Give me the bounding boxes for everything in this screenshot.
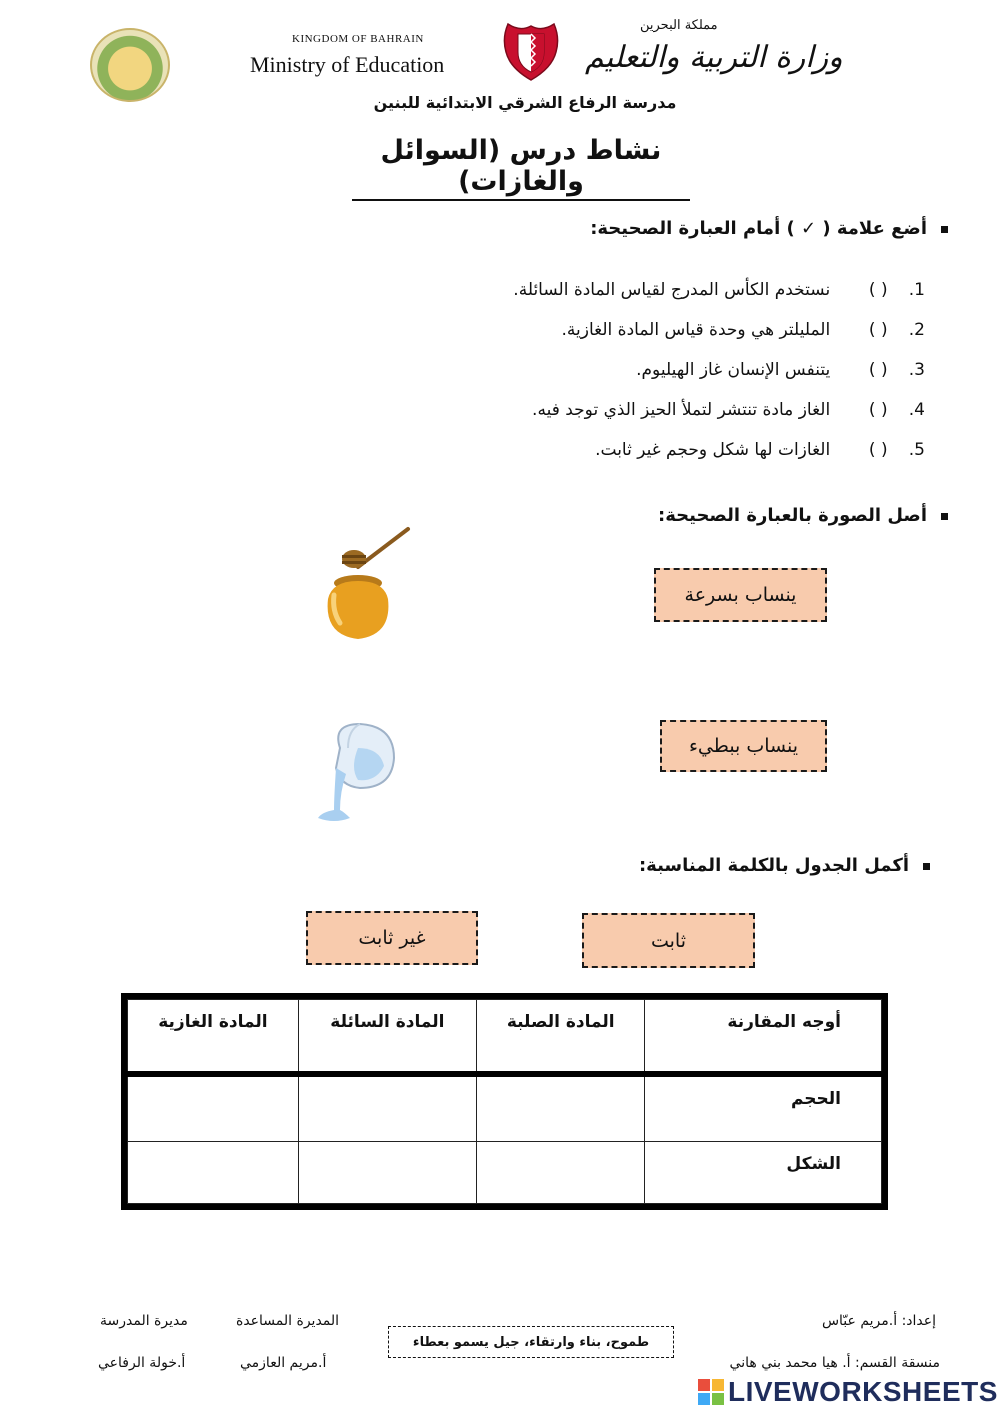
table-header: أوجه المقارنة xyxy=(645,1000,882,1075)
table-cell[interactable] xyxy=(298,1074,476,1141)
statement-1: 1. ( ) نستخدم الكأس المدرج لقياس المادة السائلة. xyxy=(513,280,925,300)
option-flows-slow[interactable]: ينساب ببطيء xyxy=(660,720,827,772)
principal-name: أ.خولة الرفاعي xyxy=(98,1355,186,1371)
section1-heading: أضع علامة ( ✓ ) أمام العبارة الصحيحة: xyxy=(590,218,948,239)
ministry-en-label: Ministry of Education xyxy=(250,52,445,77)
answer-paren[interactable]: ( ) xyxy=(868,280,888,300)
prepared-by: إعداد: أ.مريم عبّاس xyxy=(821,1313,936,1329)
answer-paren[interactable]: ( ) xyxy=(868,400,888,420)
department-coordinator: منسقة القسم: أ. هيا محمد بني هاني xyxy=(729,1355,940,1371)
statement-5: 5. ( ) الغازات لها شكل وحجم غير ثابت. xyxy=(595,440,925,460)
answer-paren[interactable]: ( ) xyxy=(868,440,888,460)
table-header: المادة الصلبة xyxy=(476,1000,644,1075)
answer-paren[interactable]: ( ) xyxy=(868,320,888,340)
option-flows-fast[interactable]: ينساب بسرعة xyxy=(654,568,827,622)
water-pitcher-icon[interactable] xyxy=(310,718,405,824)
ministry-ar-top-label: مملكة البحرين xyxy=(640,18,718,33)
table-cell[interactable] xyxy=(128,1074,299,1141)
table-cell[interactable] xyxy=(476,1141,644,1203)
statement-2: 2. ( ) المليلتر هي وحدة قياس المادة الغازية. xyxy=(561,320,925,340)
table-cell[interactable] xyxy=(476,1074,644,1141)
table-header: المادة الغازية xyxy=(128,1000,299,1075)
principal-title: مديرة المدرسة xyxy=(100,1313,188,1329)
school-motto: طموح، بناء وارتقاء، جيل يسمو بعطاء xyxy=(388,1326,674,1358)
school-seal-logo xyxy=(90,28,170,102)
page-title: نشاط درس (السوائل والغازات) xyxy=(352,135,690,201)
comparison-table xyxy=(121,993,888,1210)
bullet-icon xyxy=(941,226,948,233)
table-row xyxy=(128,1074,882,1141)
table-row xyxy=(128,1141,882,1203)
honey-jar-icon[interactable] xyxy=(318,525,413,645)
word-fixed[interactable]: ثابت xyxy=(582,913,755,968)
bullet-icon xyxy=(923,863,930,870)
bullet-icon xyxy=(941,513,948,520)
liveworksheets-icon xyxy=(698,1379,724,1405)
row-label: الحجم xyxy=(645,1074,882,1141)
ministry-ar-label: وزارة التربية والتعليم xyxy=(585,40,843,75)
answer-paren[interactable]: ( ) xyxy=(868,360,888,380)
word-not-fixed[interactable]: غير ثابت xyxy=(306,911,478,965)
row-label: الشكل xyxy=(645,1141,882,1203)
school-name: مدرسة الرفاع الشرقي الابتدائية للبنين xyxy=(373,93,677,112)
statement-4: 4. ( ) الغاز مادة تنتشر لتملأ الحيز الذي توجد فيه. xyxy=(532,400,925,420)
liveworksheets-brand: LIVEWORKSHEETS xyxy=(728,1376,998,1407)
statement-3: 3. ( ) يتنفس الإنسان غاز الهيليوم. xyxy=(636,360,925,380)
assistant-principal-title: المديرة المساعدة xyxy=(236,1313,340,1329)
table-header: المادة السائلة xyxy=(298,1000,476,1075)
kingdom-label: KINGDOM OF BAHRAIN xyxy=(292,33,424,45)
liveworksheets-logo[interactable] xyxy=(698,1376,998,1408)
section3-heading: أكمل الجدول بالكلمة المناسبة: xyxy=(639,855,930,876)
bahrain-emblem-icon xyxy=(498,18,564,84)
section2-heading: أصل الصورة بالعبارة الصحيحة: xyxy=(658,505,948,526)
table-header-row xyxy=(128,1000,882,1075)
table-cell[interactable] xyxy=(298,1141,476,1203)
assistant-principal-name: أ.مريم العازمي xyxy=(240,1355,327,1371)
table-cell[interactable] xyxy=(128,1141,299,1203)
